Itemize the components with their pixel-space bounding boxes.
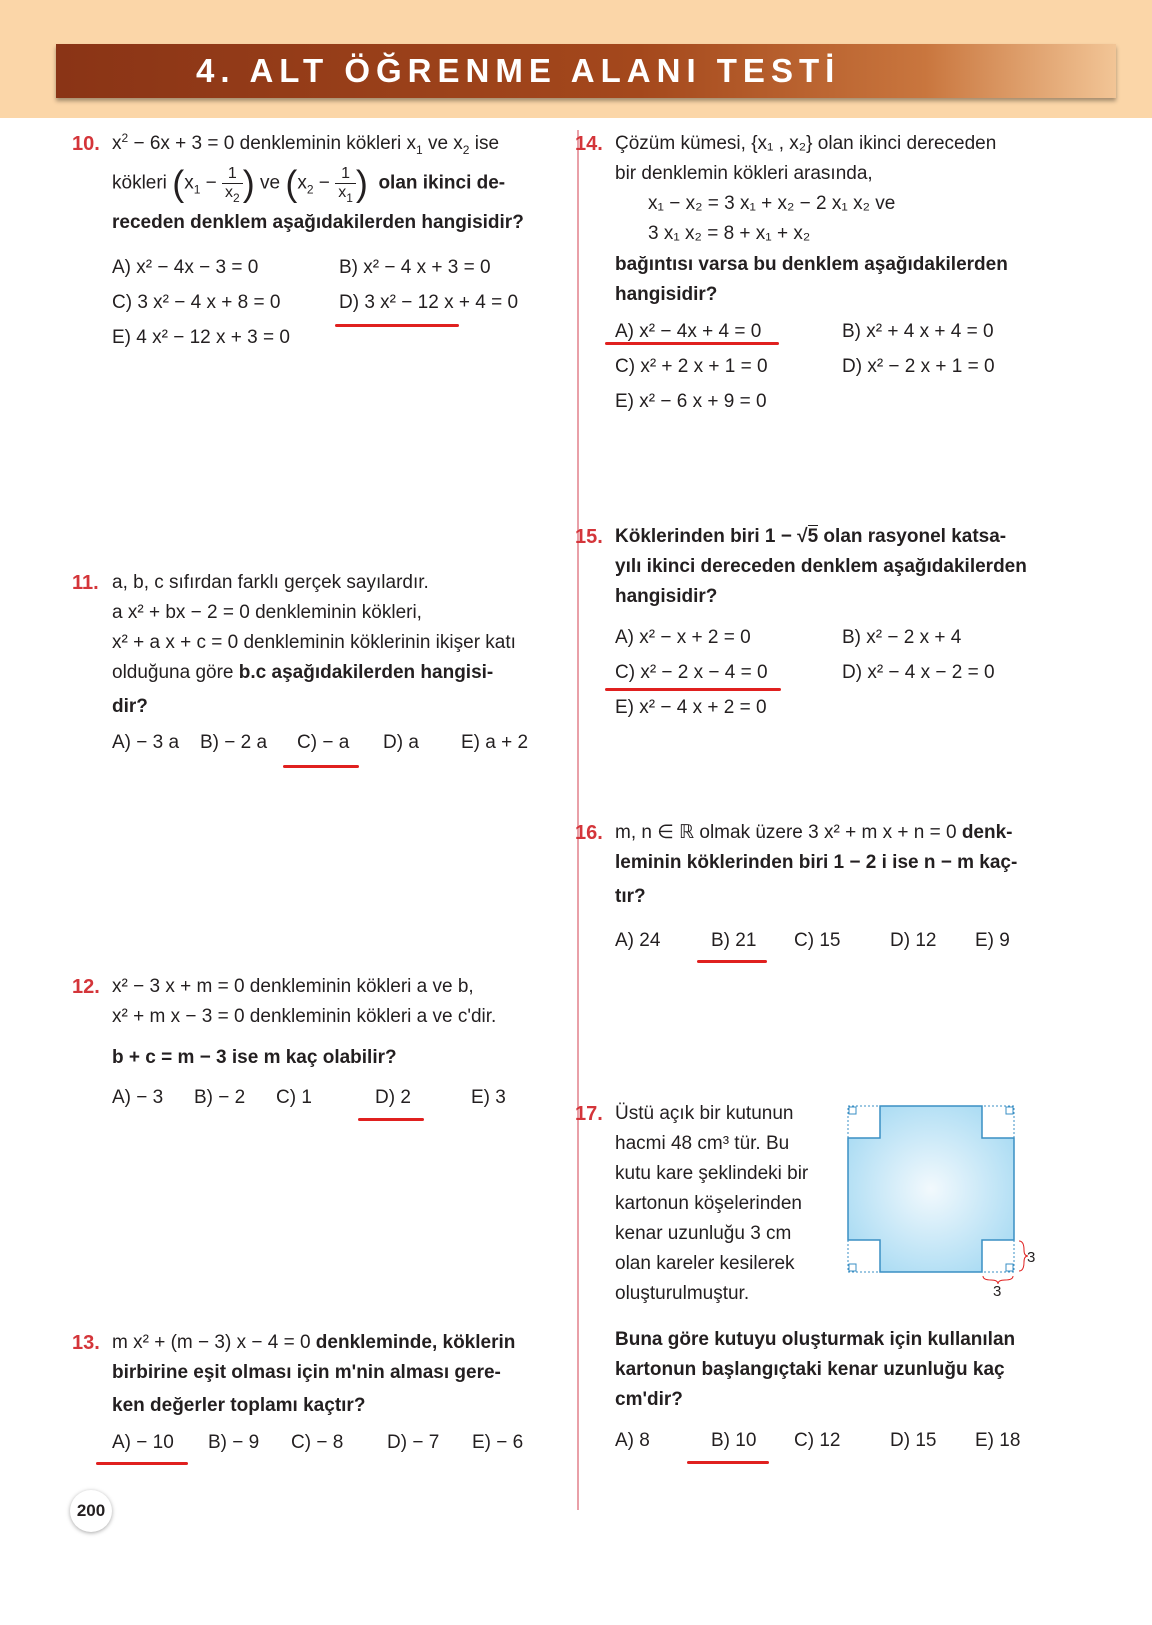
question-text: yılı ikinci dereceden denklem aşağıdakilerden xyxy=(615,556,1027,577)
question-text: x² + a x + c = 0 denkleminin köklerinin ikişer katı xyxy=(112,632,516,653)
question-number: 17. xyxy=(575,1103,603,1125)
question-text: kartonun başlangıçtaki kenar uzunluğu kaç xyxy=(615,1359,1005,1380)
option-b[interactable]: B) 10 xyxy=(711,1430,757,1451)
question-text: kartonun köşelerinden xyxy=(615,1193,802,1214)
question-text: olan kareler kesilerek xyxy=(615,1253,795,1274)
option-d[interactable]: D) a xyxy=(383,732,419,753)
question-text: x² − 3 x + m = 0 denkleminin kökleri a ve b, xyxy=(112,976,474,997)
question-text: tır? xyxy=(615,886,646,907)
answer-underline xyxy=(358,1118,424,1121)
option-c[interactable]: C) − 8 xyxy=(291,1432,344,1453)
option-c[interactable]: C) 1 xyxy=(276,1087,312,1108)
question-text: hangisidir? xyxy=(615,586,718,607)
option-a[interactable]: A) − 10 xyxy=(112,1432,174,1453)
question-text: kutu kare şeklindeki bir xyxy=(615,1163,809,1184)
question-number: 15. xyxy=(575,526,603,548)
question-text: bir denklemin kökleri arasında, xyxy=(615,163,873,184)
option-c[interactable]: C) 15 xyxy=(794,930,841,951)
dimension-label-bottom: 3 xyxy=(993,1283,1002,1300)
option-e[interactable]: E) 18 xyxy=(975,1430,1021,1451)
option-d[interactable]: D) 2 xyxy=(375,1087,411,1108)
option-b[interactable]: B) x² + 4 x + 4 = 0 xyxy=(842,321,994,342)
option-e[interactable]: E) x² − 6 x + 9 = 0 xyxy=(615,391,767,412)
option-b[interactable]: B) − 2 a xyxy=(200,732,268,753)
question-14 xyxy=(575,129,1045,310)
question-text: dir? xyxy=(112,696,148,717)
option-b[interactable]: B) − 9 xyxy=(208,1432,260,1453)
question-text: hacmi 48 cm³ tür. Bu xyxy=(615,1133,790,1154)
option-c[interactable]: C) x² + 2 x + 1 = 0 xyxy=(615,356,768,377)
question-text: hangisidir? xyxy=(615,284,718,305)
question-text: olduğuna göre b.c aşağıdakilerden hangisi- xyxy=(112,662,494,683)
option-c[interactable]: C) 3 x² − 4 x + 8 = 0 xyxy=(112,292,281,313)
question-text: oluşturulmuştur. xyxy=(615,1283,750,1304)
question-text: kökleri ($x_1$ − $\frac{1}{x_2}$ ) ve ($x_2$ − $\frac{1}{x_1}$ ) olan ikinci de- xyxy=(112,162,506,205)
option-e[interactable]: E) 9 xyxy=(975,930,1010,951)
option-a[interactable]: A) x² − 4x − 3 = 0 xyxy=(112,257,259,278)
option-d[interactable]: D) 12 xyxy=(890,930,937,951)
option-b[interactable]: B) x² − 4 x + 3 = 0 xyxy=(339,257,491,278)
option-a[interactable]: A) x² − 4x + 4 = 0 xyxy=(615,321,762,342)
option-a[interactable]: A) 8 xyxy=(615,1430,650,1451)
question-text: x₁ − x₂ = 3 x₁ + x₂ − 2 x₁ x₂ ve xyxy=(648,193,896,214)
option-b[interactable]: B) 21 xyxy=(711,930,757,951)
dimension-label-right: 3 xyxy=(1027,1249,1036,1266)
option-a[interactable]: A) − 3 a xyxy=(112,732,180,753)
question-number: 13. xyxy=(72,1332,100,1354)
option-a[interactable]: A) 24 xyxy=(615,930,661,951)
question-text: Buna göre kutuyu oluşturmak için kullanılan xyxy=(615,1329,1016,1350)
option-e[interactable]: E) 3 xyxy=(471,1087,506,1108)
option-e[interactable]: E) a + 2 xyxy=(461,732,529,753)
option-e[interactable]: E) x² − 4 x + 2 = 0 xyxy=(615,697,767,718)
question-text: leminin köklerinden biri 1 − 2 i ise n − m kaç- xyxy=(615,852,1018,873)
question-10 xyxy=(72,129,542,238)
question-text: $x^2 - 6x + 3 = 0$ denkleminin kökleri $x_1$ ve $x_2$ ise xyxy=(112,131,500,157)
question-text: Köklerinden biri 1 − √5 olan rasyonel katsa- xyxy=(615,526,1007,547)
answer-underline xyxy=(335,324,459,327)
question-17-prompt xyxy=(615,1325,1045,1415)
question-text: a, b, c sıfırdan farklı gerçek sayılardır. xyxy=(112,572,429,593)
title-bar xyxy=(56,44,1116,98)
question-text: m x² + (m − 3) x − 4 = 0 denkleminde, köklerin xyxy=(112,1332,516,1353)
question-text: a x² + bx − 2 = 0 denkleminin kökleri, xyxy=(112,602,422,623)
answer-underline xyxy=(605,688,781,691)
answer-underline xyxy=(697,960,767,963)
question-text: ken değerler toplamı kaçtır? xyxy=(112,1395,366,1416)
option-d[interactable]: D) x² − 4 x − 2 = 0 xyxy=(842,662,995,683)
question-13 xyxy=(72,1328,542,1421)
question-text: birbirine eşit olması için m'nin alması gere- xyxy=(112,1362,501,1383)
question-17 xyxy=(575,1099,830,1309)
question-number: 16. xyxy=(575,822,603,844)
answer-underline xyxy=(687,1461,769,1464)
question-text: Çözüm kümesi, {x₁ , x₂} olan ikinci dereceden xyxy=(615,133,997,154)
question-text: bağıntısı varsa bu denklem aşağıdakilerden xyxy=(615,254,1008,275)
option-d[interactable]: D) − 7 xyxy=(387,1432,440,1453)
page-number: 200 xyxy=(70,1490,112,1532)
question-16 xyxy=(575,818,1045,912)
option-b[interactable]: B) x² − 2 x + 4 xyxy=(842,627,962,648)
option-a[interactable]: A) x² − x + 2 = 0 xyxy=(615,627,751,648)
question-12 xyxy=(72,972,542,1073)
option-e[interactable]: E) 4 x² − 12 x + 3 = 0 xyxy=(112,327,290,348)
question-15 xyxy=(575,522,1045,612)
question-11 xyxy=(72,568,542,722)
question-number: 11. xyxy=(72,572,99,594)
option-d[interactable]: D) x² − 2 x + 1 = 0 xyxy=(842,356,995,377)
option-a[interactable]: A) − 3 xyxy=(112,1087,164,1108)
page-title: 4. ALT ÖĞRENME ALANI TESTİ xyxy=(196,52,841,89)
option-d[interactable]: D) 15 xyxy=(890,1430,937,1451)
answer-underline xyxy=(96,1462,188,1465)
option-b[interactable]: B) − 2 xyxy=(194,1087,246,1108)
question-number: 12. xyxy=(72,976,100,998)
question-text: cm'dir? xyxy=(615,1389,683,1410)
question-text: 3 x₁ x₂ = 8 + x₁ + x₂ xyxy=(648,223,811,244)
question-text: Üstü açık bir kutunun xyxy=(615,1103,794,1124)
option-e[interactable]: E) − 6 xyxy=(472,1432,524,1453)
question-number: 10. xyxy=(72,133,100,155)
question-text: m, n ∈ ℝ olmak üzere 3 x² + m x + n = 0 denk- xyxy=(615,822,1013,843)
option-d[interactable]: D) 3 x² − 12 x + 4 = 0 xyxy=(339,292,519,313)
question-text: kenar uzunluğu 3 cm xyxy=(615,1223,792,1244)
question-number: 14. xyxy=(575,133,603,155)
question-text: x² + m x − 3 = 0 denkleminin kökleri a ve c'dir. xyxy=(112,1006,497,1027)
answer-underline xyxy=(605,342,779,345)
option-c[interactable]: C) 12 xyxy=(794,1430,841,1451)
question-text: receden denklem aşağıdakilerden hangisidir? xyxy=(112,212,524,233)
option-c[interactable]: C) − a xyxy=(297,732,350,753)
option-c[interactable]: C) x² − 2 x − 4 = 0 xyxy=(615,662,768,683)
answer-underline xyxy=(283,765,359,768)
cardboard-diagram xyxy=(846,1100,1046,1300)
question-text: b + c = m − 3 ise m kaç olabilir? xyxy=(112,1047,397,1068)
